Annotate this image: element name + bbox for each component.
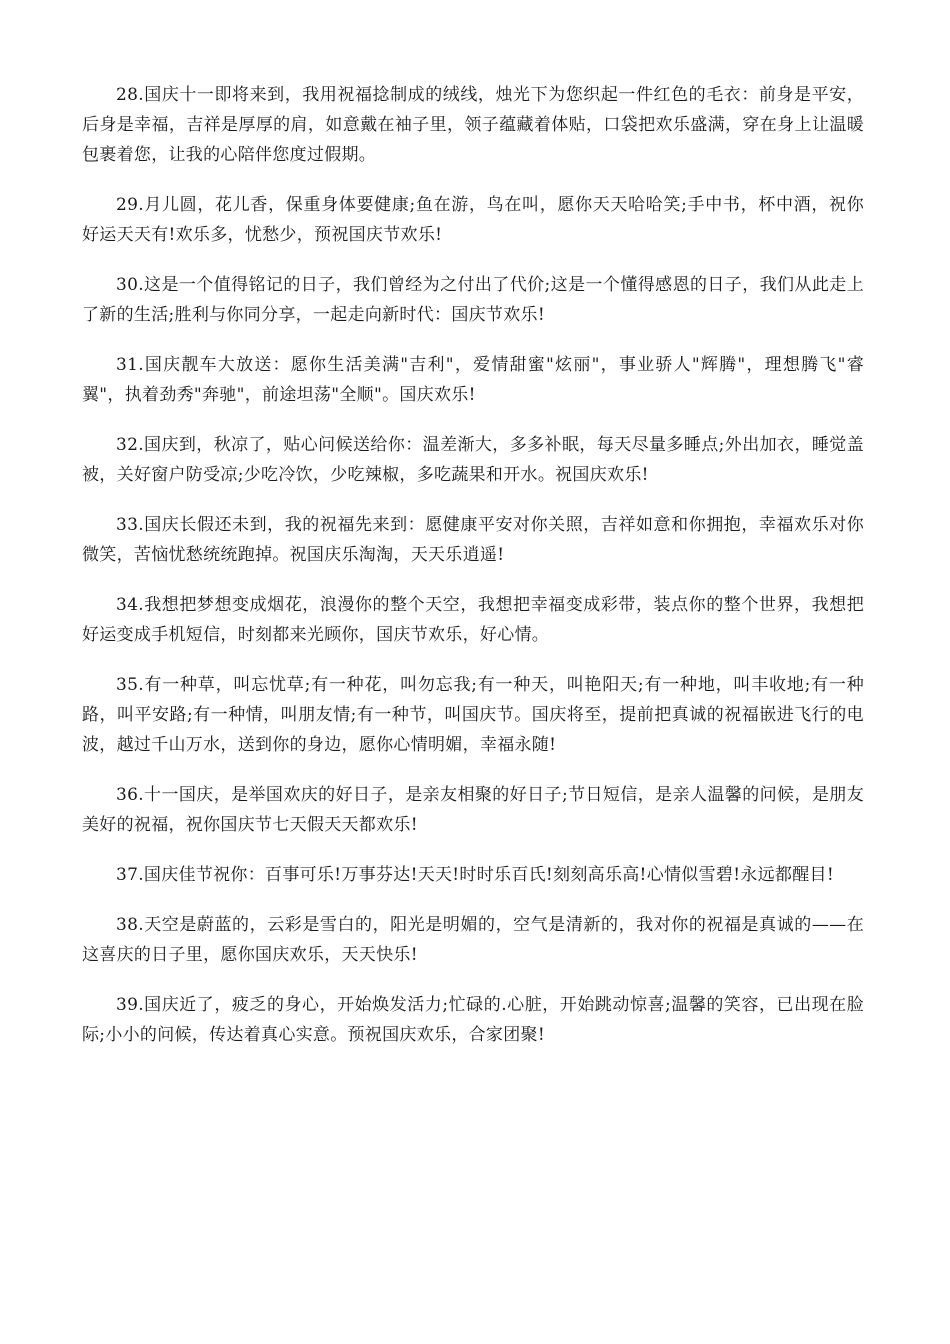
paragraph-39: 39.国庆近了，疲乏的身心，开始焕发活力;忙碌的.心脏，开始跳动惊喜;温馨的笑容，已出现在脸际;小小的问候，传达着真心实意。预祝国庆欢乐，合家团聚! — [82, 995, 864, 1045]
paragraph-33: 33.国庆长假还未到，我的祝福先来到：愿健康平安对你关照，吉祥如意和你拥抱，幸福欢乐对你微笑，苦恼忧愁统统跑掉。祝国庆乐淘淘，天天乐逍遥! — [82, 515, 864, 565]
paragraph-37: 37.国庆佳节祝你：百事可乐!万事芬达!天天!时时乐百氏!刻刻高乐高!心情似雪碧!永远都醒目! — [116, 865, 834, 885]
paragraph-31: 31.国庆靓车大放送：愿你生活美满"吉利"，爱情甜蜜"炫丽"，事业骄人"辉腾"，理想腾飞"睿翼"，执着劲秀"奔驰"，前途坦荡"全顺"。国庆欢乐! — [82, 355, 864, 405]
paragraph-35: 35.有一种草，叫忘忧草;有一种花，叫勿忘我;有一种天，叫艳阳天;有一种地，叫丰收地;有一种路，叫平安路;有一种情，叫朋友情;有一种节，叫国庆节。国庆将至，提前把真诚的祝福嵌进飞行的电波，越过千山万水，送到你的身边，愿你心情明媚，幸福永随! — [82, 675, 864, 755]
paragraph-38: 38.天空是蔚蓝的，云彩是雪白的，阳光是明媚的，空气是清新的，我对你的祝福是真诚的——在这喜庆的日子里，愿你国庆欢乐，天天快乐! — [82, 915, 864, 965]
paragraph-30: 30.这是一个值得铭记的日子，我们曾经为之付出了代价;这是一个懂得感恩的日子，我们从此走上了新的生活;胜利与你同分享，一起走向新时代：国庆节欢乐! — [82, 275, 864, 325]
paragraph-29: 29.月儿圆，花儿香，保重身体要健康;鱼在游，鸟在叫，愿你天天哈哈笑;手中书，杯中酒，祝你好运天天有!欢乐多，忧愁少，预祝国庆节欢乐! — [82, 195, 864, 245]
paragraph-28: 28.国庆十一即将来到，我用祝福捻制成的绒线，烛光下为您织起一件红色的毛衣：前身是平安，后身是幸福，吉祥是厚厚的肩，如意戴在袖子里，领子蕴藏着体贴，口袋把欢乐盛满，穿在身上让温暖包裹着您，让我的心陪伴您度过假期。 — [82, 85, 864, 165]
paragraph-34: 34.我想把梦想变成烟花，浪漫你的整个天空，我想把幸福变成彩带，装点你的整个世界，我想把好运变成手机短信，时刻都来光顾你，国庆节欢乐，好心情。 — [82, 595, 864, 645]
paragraph-32: 32.国庆到，秋凉了，贴心问候送给你：温差渐大，多多补眠，每天尽量多睡点;外出加衣，睡觉盖被，关好窗户防受凉;少吃冷饮，少吃辣椒，多吃蔬果和开水。祝国庆欢乐! — [82, 435, 864, 485]
paragraph-36: 36.十一国庆，是举国欢庆的好日子，是亲友相聚的好日子;节日短信，是亲人温馨的问候，是朋友美好的祝福，祝你国庆节七天假天天都欢乐! — [82, 785, 864, 835]
